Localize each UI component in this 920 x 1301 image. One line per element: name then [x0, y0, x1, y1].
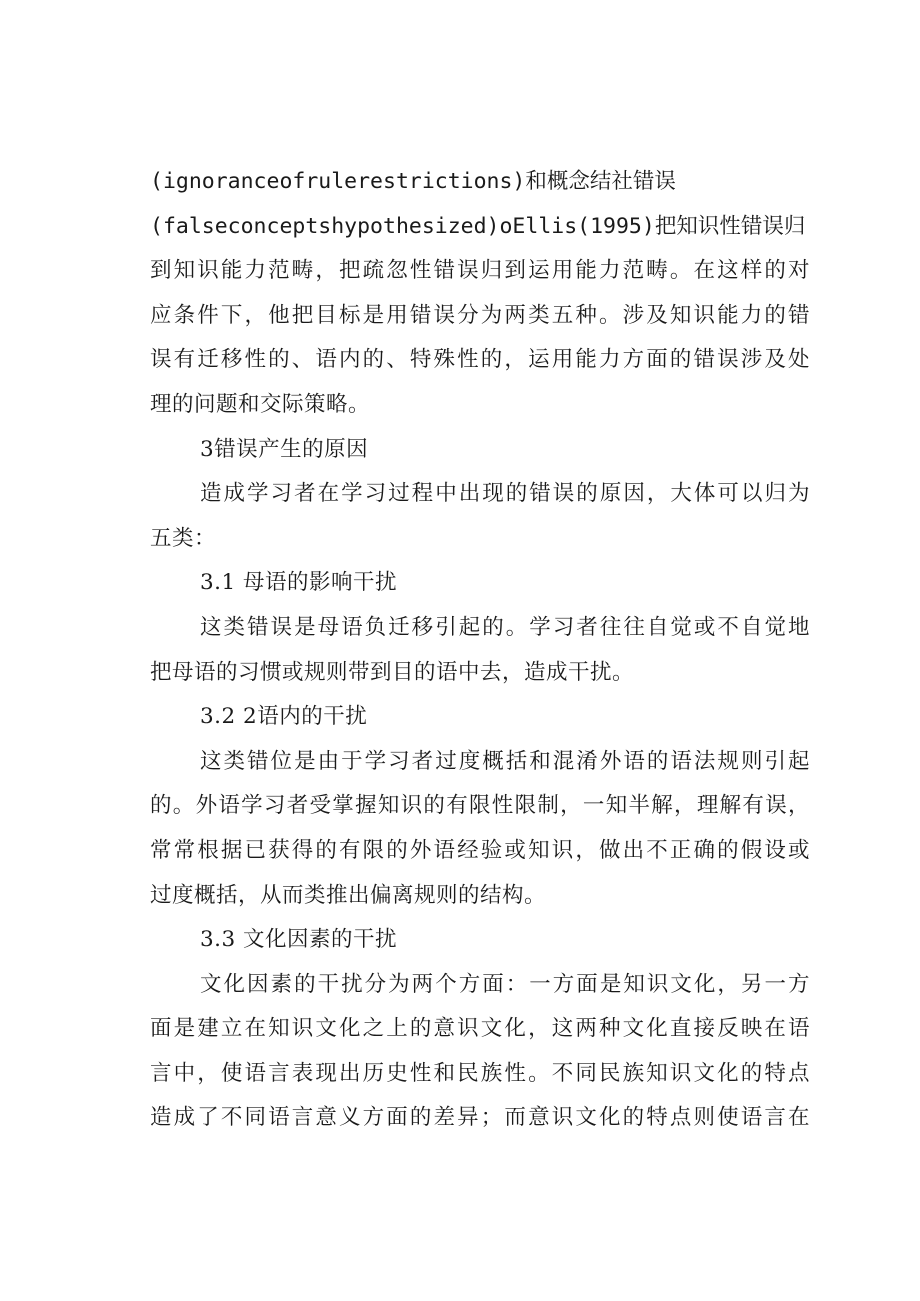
- body-line: (ignoranceofrulerestrictions)和概念结社错误: [150, 169, 676, 194]
- body-line: 言中，使语言表现出历史性和民族性。不同民族知识文化的特点: [150, 1060, 810, 1086]
- body-line: 面是建立在知识文化之上的意识文化，这两种文化直接反映在语: [150, 1016, 810, 1042]
- body-line: (falseconceptshypothesized)oEllis(1995)把知识性错误归: [150, 213, 806, 239]
- body-line: 文化因素的干扰分为两个方面：一方面是知识文化，另一方: [200, 971, 810, 997]
- body-line: 造成学习者在学习过程中出现的错误的原因，大体可以归为: [200, 481, 810, 507]
- body-line: 常常根据已获得的有限的外语经验或知识，做出不正确的假设或: [150, 837, 810, 863]
- body-line: 把母语的习惯或规则带到目的语中去，造成干扰。: [150, 659, 635, 685]
- subsection-heading: 3.2 2语内的干扰: [200, 704, 368, 730]
- body-line: 造成了不同语言意义方面的差异；而意识文化的特点则使语言在: [150, 1105, 810, 1131]
- body-line: 到知识能力范畴，把疏忽性错误归到运用能力范畴。在这样的对: [150, 258, 810, 284]
- document-body: [150, 160, 810, 1141]
- body-line: 理的问题和交际策略。: [150, 391, 371, 417]
- body-line: 的。外语学习者受掌握知识的有限性限制，一知半解，理解有误，: [150, 793, 810, 819]
- body-line: 这类错位是由于学习者过度概括和混淆外语的语法规则引起: [200, 748, 810, 774]
- body-line: 过度概括，从而类推出偏离规则的结构。: [150, 882, 547, 908]
- subsection-heading: 3.1 母语的影响干扰: [200, 570, 398, 596]
- body-line: 五类：: [150, 525, 217, 551]
- section-heading: 3错误产生的原因: [200, 436, 369, 462]
- body-line: 误有迁移性的、语内的、特殊性的，运用能力方面的错误涉及处: [150, 347, 810, 373]
- body-line: 这类错误是母语负迁移引起的。学习者往往自觉或不自觉地: [200, 614, 810, 640]
- body-line: 应条件下，他把目标是用错误分为两类五种。涉及知识能力的错: [150, 302, 810, 328]
- subsection-heading: 3.3 文化因素的干扰: [200, 927, 398, 953]
